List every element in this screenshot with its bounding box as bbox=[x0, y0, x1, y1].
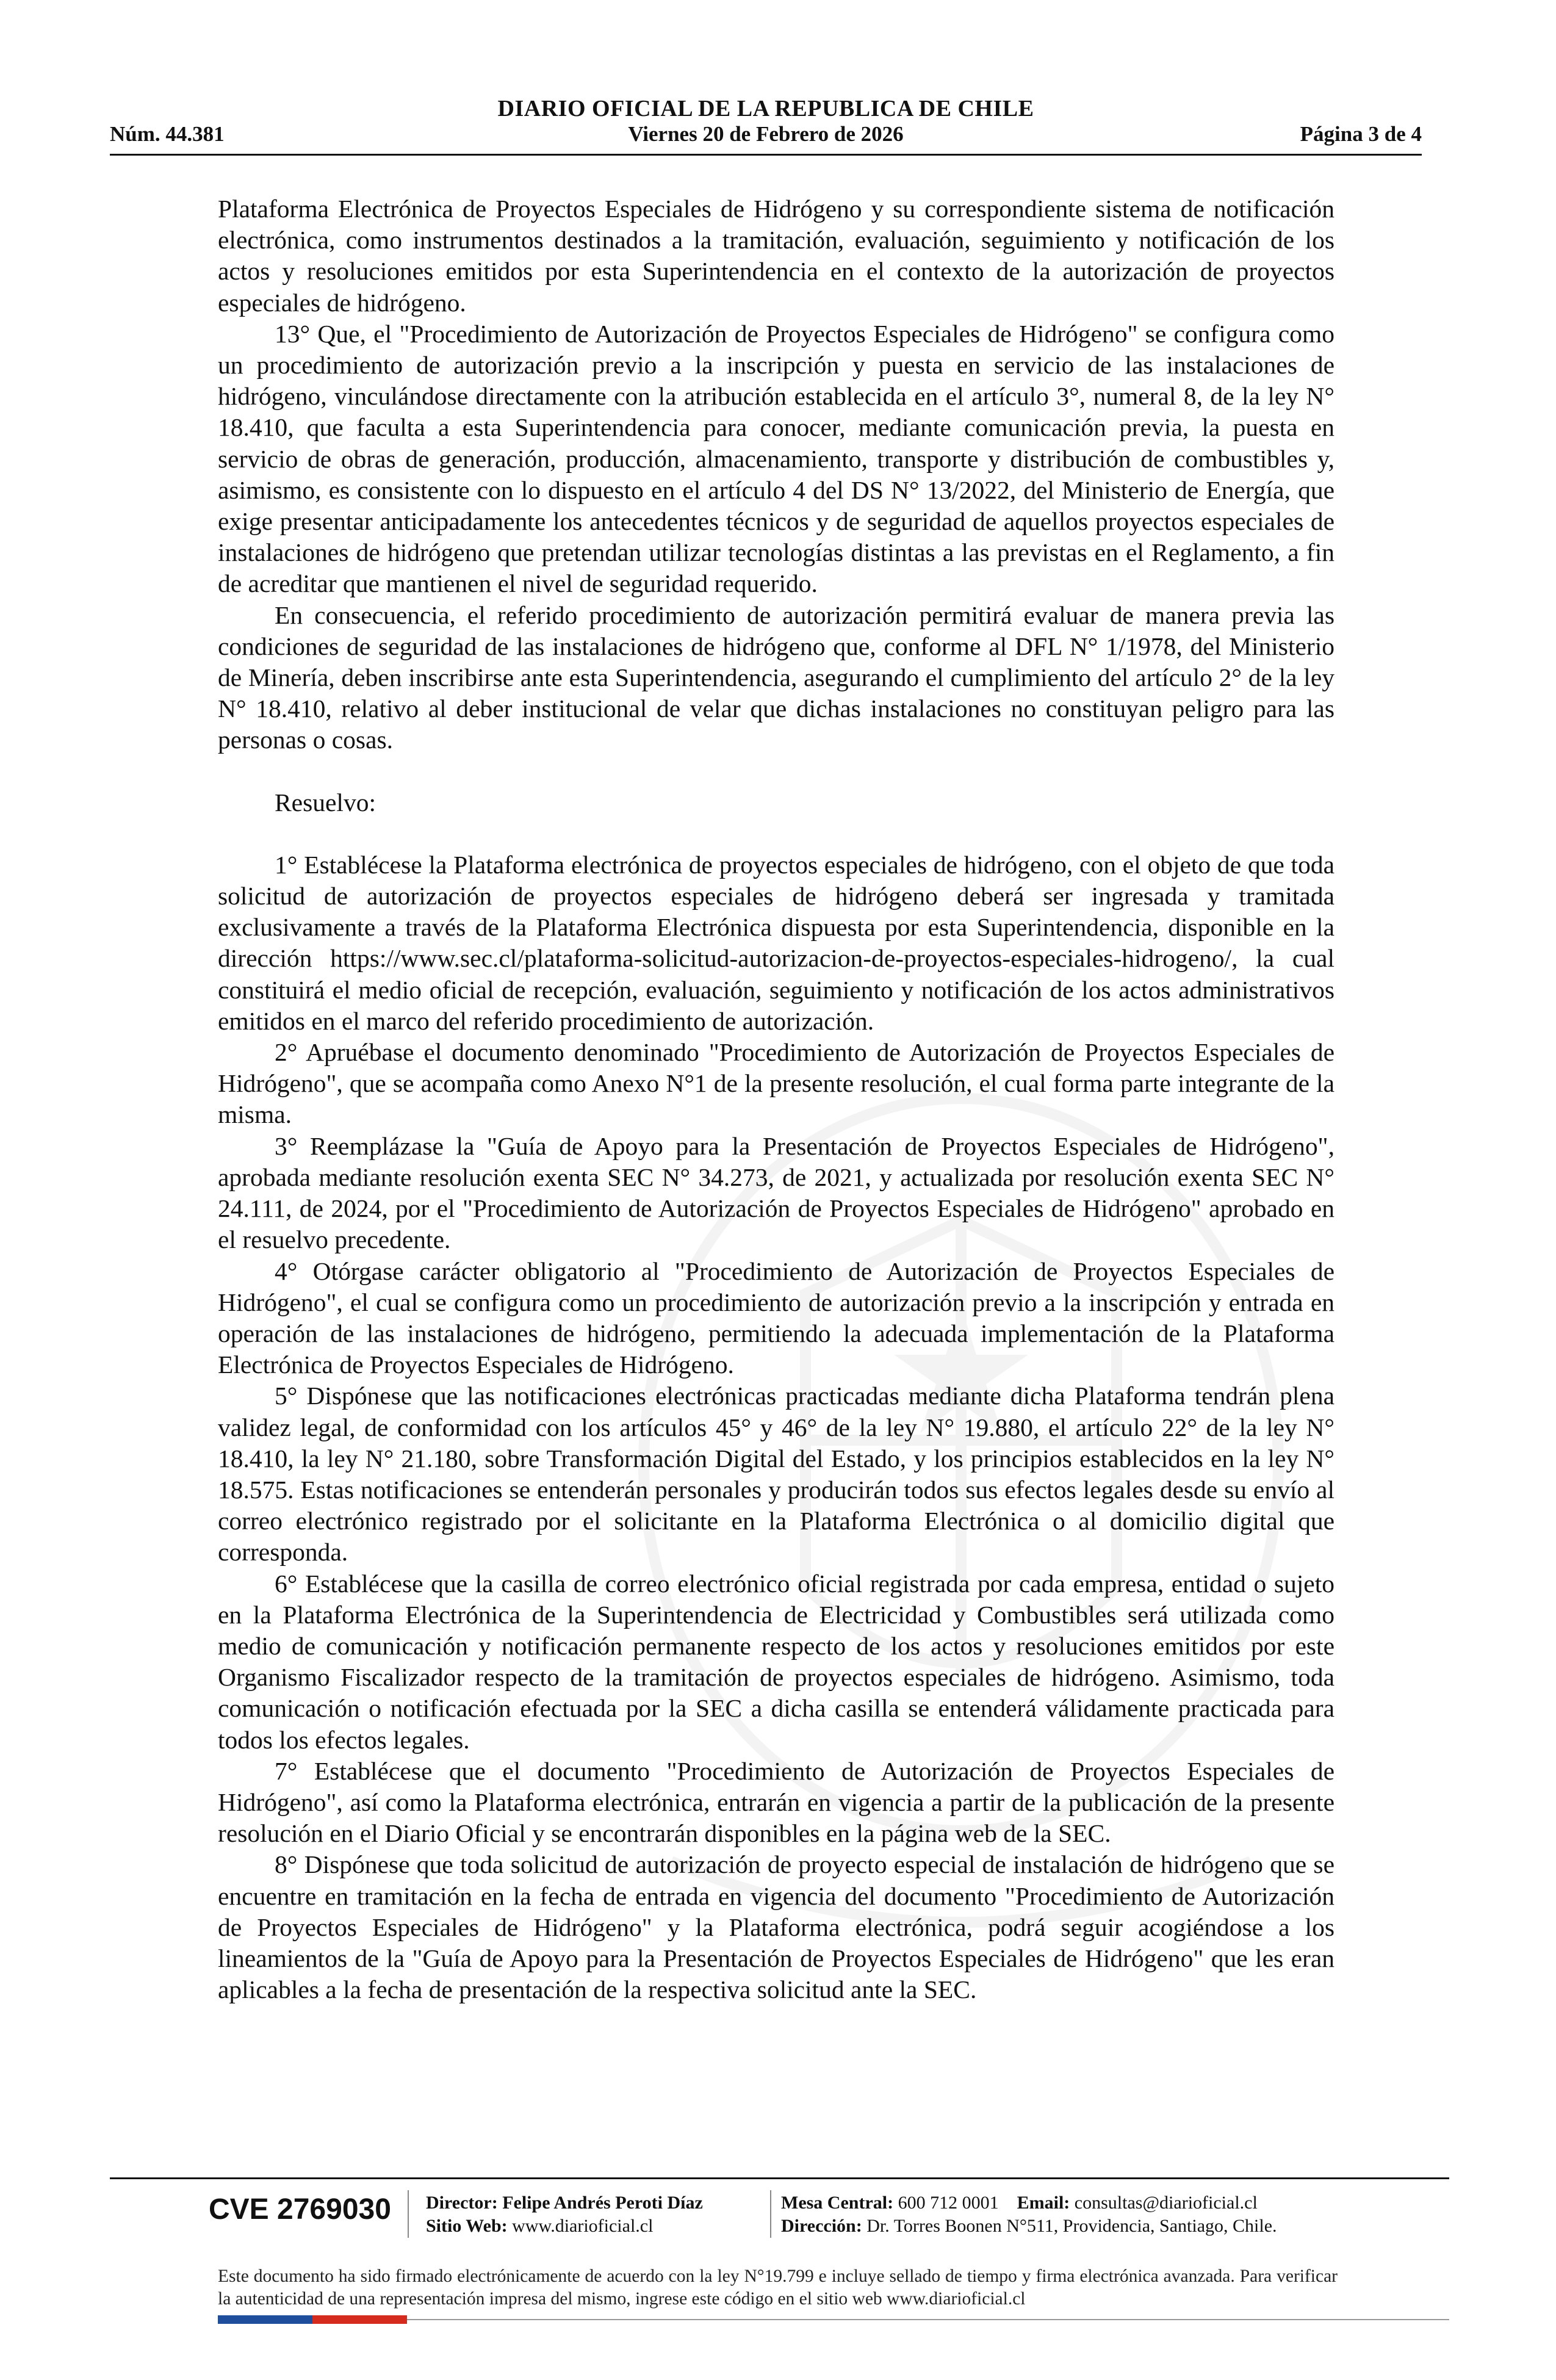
flag-blue-segment bbox=[218, 2315, 312, 2324]
publication-title: DIARIO OFICIAL DE LA REPUBLICA DE CHILE bbox=[497, 96, 1034, 121]
address-value: Dr. Torres Boonen N°511, Providencia, Santiago, Chile. bbox=[866, 2216, 1277, 2236]
publication-date: Viernes 20 de Febrero de 2026 bbox=[628, 122, 904, 146]
resolution-item-4: 4° Otórgase carácter obligatorio al "Procedimiento de Autorización de Proyectos Especiales de Hidrógeno", el cual se configura como un procedimiento de autorización previo a la inscripción y entrada en operación de las instalaciones de hidrógeno, permitiendo la adecuada implementación de la Plataforma Electrónica de Proyectos Especiales de Hidrógeno. bbox=[218, 1257, 1334, 1379]
resolution-item-7: 7° Establécese que el documento "Procedimiento de Autorización de Proyectos Especiales de Hidrógeno", así como la Plataforma electrónica, entrarán en vigencia a partir de la publicación de la presente resolución en el Diario Oficial y se encontrarán disponibles en la página web de la SEC. bbox=[218, 1756, 1334, 1848]
resolution-item-8: 8° Dispónese que toda solicitud de autorización de proyecto especial de instalación de hidrógeno que se encuentre en tramitación en la fecha de entrada en vigencia del documento "Procedimiento de Autorización de Proyectos Especiales de Hidrógeno" y la Plataforma electrónica, podrá seguir acogiéndose a los lineamientos de la "Guía de Apoyo para la Presentación de Proyectos Especiales de Hidrógeno" que les eran aplicables a la fecha de presentación de la respectiva solicitud ante la SEC. bbox=[218, 1850, 1334, 2004]
issue-number: Núm. 44.381 bbox=[110, 122, 225, 146]
footer-director-block bbox=[426, 2191, 703, 2238]
site-label: Sitio Web: bbox=[426, 2216, 508, 2236]
paragraph-considerando-13: 13° Que, el "Procedimiento de Autorización de Proyectos Especiales de Hidrógeno" se configura como un procedimiento de autorización previo a la inscripción y puesta en servicio de las instalaciones de hidrógeno, vinculándose directamente con la atribución establecida en el artículo 3°, numeral 8, de la ley N° 18.410, que faculta a esta Superintendencia para conocer, mediante comunicación previa, la puesta en servicio de obras de generación, producción, almacenamiento, transporte y distribución de combustibles y, asimismo, es consistente con lo dispuesto en el artículo 4 del DS N° 13/2022, del Ministerio de Energía, que exige presentar anticipadamente los antecedentes técnicos y de seguridad de aquellos proyectos especiales de instalaciones de hidrógeno que pretendan utilizar tecnologías distintas a las previstas en el Reglamento, a fin de acreditar que mantienen el nivel de seguridad requerido. bbox=[218, 319, 1334, 598]
email-label: Email: bbox=[1017, 2193, 1070, 2213]
resuelvo-heading: Resuelvo: bbox=[275, 788, 376, 817]
email-address[interactable]: consultas@diarioficial.cl bbox=[1074, 2193, 1258, 2213]
director-name: Felipe Andrés Peroti Díaz bbox=[502, 2193, 703, 2213]
resolution-item-3: 3° Reemplázase la "Guía de Apoyo para la Presentación de Proyectos Especiales de Hidrógeno", aprobada mediante resolución exenta SEC N° 34.273, de 2021, y actualizada por resolución exenta SEC N° 24.111, de 2024, por el "Procedimiento de Autorización de Proyectos Especiales de Hidrógeno" aprobado en el resuelvo precedente. bbox=[218, 1131, 1334, 1254]
site-url[interactable]: www.diarioficial.cl bbox=[512, 2216, 654, 2236]
paragraph-continuation: Plataforma Electrónica de Proyectos Especiales de Hidrógeno y su correspondiente sistema de notificación electrónica, como instrumentos destinados a la tramitación, evaluación, seguimiento y notificación de los actos y resoluciones emitidos por esta Superintendencia en el contexto de la autorización de proyectos especiales de hidrógeno. bbox=[218, 195, 1334, 317]
resolution-item-1: 1° Establécese la Plataforma electrónica de proyectos especiales de hidrógeno, con el objeto de que toda solicitud de autorización de proyectos especiales de hidrógeno deberá ser ingresada y tramitada exclusivamente a través de la Plataforma Electrónica dispuesta por esta Superintendencia, disponible en la dirección https://www.sec.cl/plataforma-solicitud-autorizacion-de-proyectos-especiales-hidrogeno/, la cual constituirá el medio oficial de recepción, evaluación, seguimiento y notificación de los actos administrativos emitidos en el marco del referido procedimiento de autorización. bbox=[218, 850, 1334, 1035]
mesa-phone: 600 712 0001 bbox=[898, 2193, 999, 2213]
footer-contact-block bbox=[781, 2191, 1277, 2238]
footer-separator bbox=[770, 2190, 771, 2238]
document-body bbox=[218, 193, 1334, 2005]
resolution-item-5: 5° Dispónese que las notificaciones electrónicas practicadas mediante dicha Plataforma tendrán plena validez legal, de conformidad con los artículos 45° y 46° de la ley N° 19.880, el artículo 22° de la ley N° 18.410, la ley N° 21.180, sobre Transformación Digital del Estado, y los principios establecidos en la ley N° 18.575. Estas notificaciones se entenderán personales y producirán todos sus efectos legales desde su envío al correo electrónico registrado por el solicitante en la Plataforma Electrónica o al domicilio digital que corresponda. bbox=[218, 1382, 1334, 1567]
cve-code: CVE 2769030 bbox=[209, 2193, 391, 2226]
footer-divider bbox=[110, 2177, 1449, 2179]
resolution-item-6: 6° Establécese que la casilla de correo electrónico oficial registrada por cada empresa, entidad o sujeto en la Plataforma Electrónica de la Superintendencia de Electricidad y Combustibles será utilizada como medio de comunicación y notificación permanente respecto de los actos y resoluciones emitidos por este Organismo Fiscalizador respecto de la tramitación de proyectos especiales de hidrógeno. Asimismo, toda comunicación o notificación efectuada por la SEC a dicha casilla se entenderá válidamente practicada para todos los efectos legales. bbox=[218, 1569, 1334, 1754]
director-label: Director: bbox=[426, 2193, 498, 2213]
page-number: Página 3 de 4 bbox=[1300, 122, 1422, 146]
page-header bbox=[110, 93, 1422, 156]
mesa-label: Mesa Central: bbox=[781, 2193, 894, 2213]
page-footer bbox=[110, 2188, 1449, 2243]
paragraph-consequence: En consecuencia, el referido procedimiento de autorización permitirá evaluar de manera previa las condiciones de seguridad de las instalaciones de hidrógeno que, conforme al DFL N° 1/1978, del Ministerio de Minería, deben inscribirse ante esta Superintendencia, asegurando el cumplimiento del artículo 2° de la ley N° 18.410, relativo al deber institucional de velar que dichas instalaciones no constituyan peligro para las personas o cosas. bbox=[218, 600, 1334, 754]
bottom-rule bbox=[407, 2319, 1449, 2320]
signature-disclaimer: Este documento ha sido firmado electrónicamente de acuerdo con la ley N°19.799 e incluye sellado de tiempo y firma electrónica avanzada. Para verificar la autenticidad de una representación impresa del mismo, ingrese este código en el sitio web www.diarioficial.cl bbox=[218, 2266, 1338, 2309]
resolution-item-2: 2° Apruébase el documento denominado "Procedimiento de Autorización de Proyectos Especiales de Hidrógeno", que se acompaña como Anexo N°1 de la presente resolución, el cual forma parte integrante de la misma. bbox=[218, 1038, 1334, 1129]
address-label: Dirección: bbox=[781, 2216, 862, 2236]
flag-color-bar bbox=[218, 2315, 407, 2324]
footer-separator bbox=[408, 2190, 409, 2238]
flag-red-segment bbox=[312, 2315, 407, 2324]
